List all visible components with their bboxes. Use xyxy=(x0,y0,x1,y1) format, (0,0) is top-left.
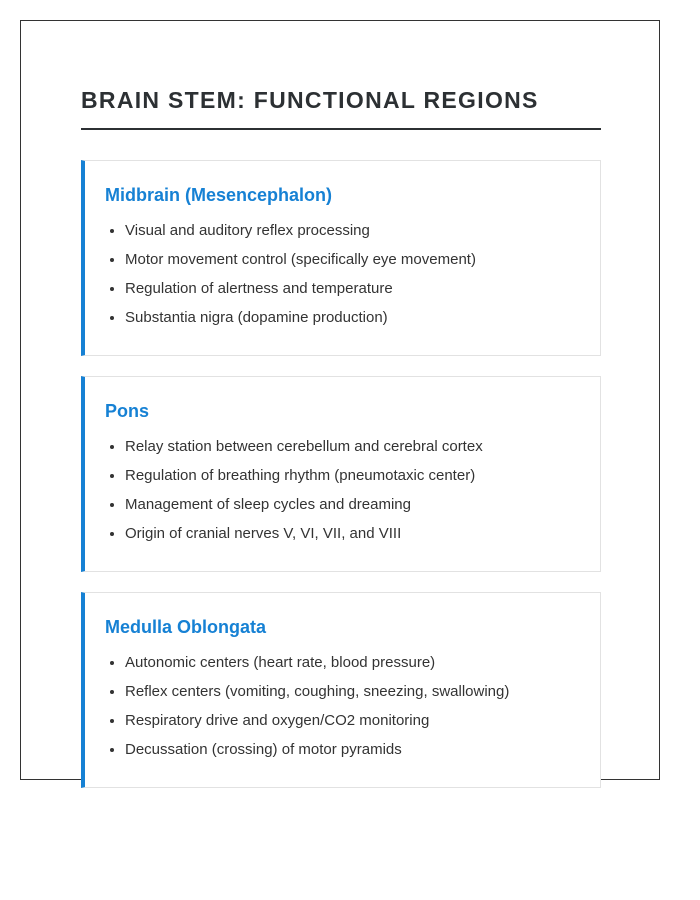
function-item: • Visual and auditory reflex processing xyxy=(125,221,580,240)
function-list xyxy=(105,221,580,327)
function-item: • Substantia nigra (dopamine production) xyxy=(125,308,580,327)
region-heading: Medulla Oblongata xyxy=(105,617,267,637)
function-item: • Management of sleep cycles and dreaming xyxy=(125,495,580,514)
function-item: • Regulation of alertness and temperature xyxy=(125,279,580,298)
region-heading: Midbrain (Mesencephalon) xyxy=(105,185,333,205)
function-list xyxy=(105,437,580,543)
page-title: BRAIN STEM: FUNCTIONAL REGIONS xyxy=(81,84,601,130)
function-item: • Reflex centers (vomiting, coughing, sneezing, swallowing) xyxy=(125,682,580,701)
document-content xyxy=(81,84,601,808)
function-item: • Autonomic centers (heart rate, blood pressure) xyxy=(125,653,580,672)
region-card-medulla xyxy=(81,592,601,788)
function-item: • Motor movement control (specifically eye movement) xyxy=(125,250,580,269)
function-list xyxy=(105,653,580,759)
function-item: • Respiratory drive and oxygen/CO2 monitoring xyxy=(125,711,580,730)
function-item: • Origin of cranial nerves V, VI, VII, and VIII xyxy=(125,524,580,543)
region-card-pons xyxy=(81,376,601,572)
function-item: • Decussation (crossing) of motor pyramids xyxy=(125,740,580,759)
region-heading: Pons xyxy=(105,401,150,421)
region-list xyxy=(81,160,601,788)
function-item: • Regulation of breathing rhythm (pneumotaxic center) xyxy=(125,466,580,485)
function-item: • Relay station between cerebellum and cerebral cortex xyxy=(125,437,580,456)
region-card-midbrain xyxy=(81,160,601,356)
